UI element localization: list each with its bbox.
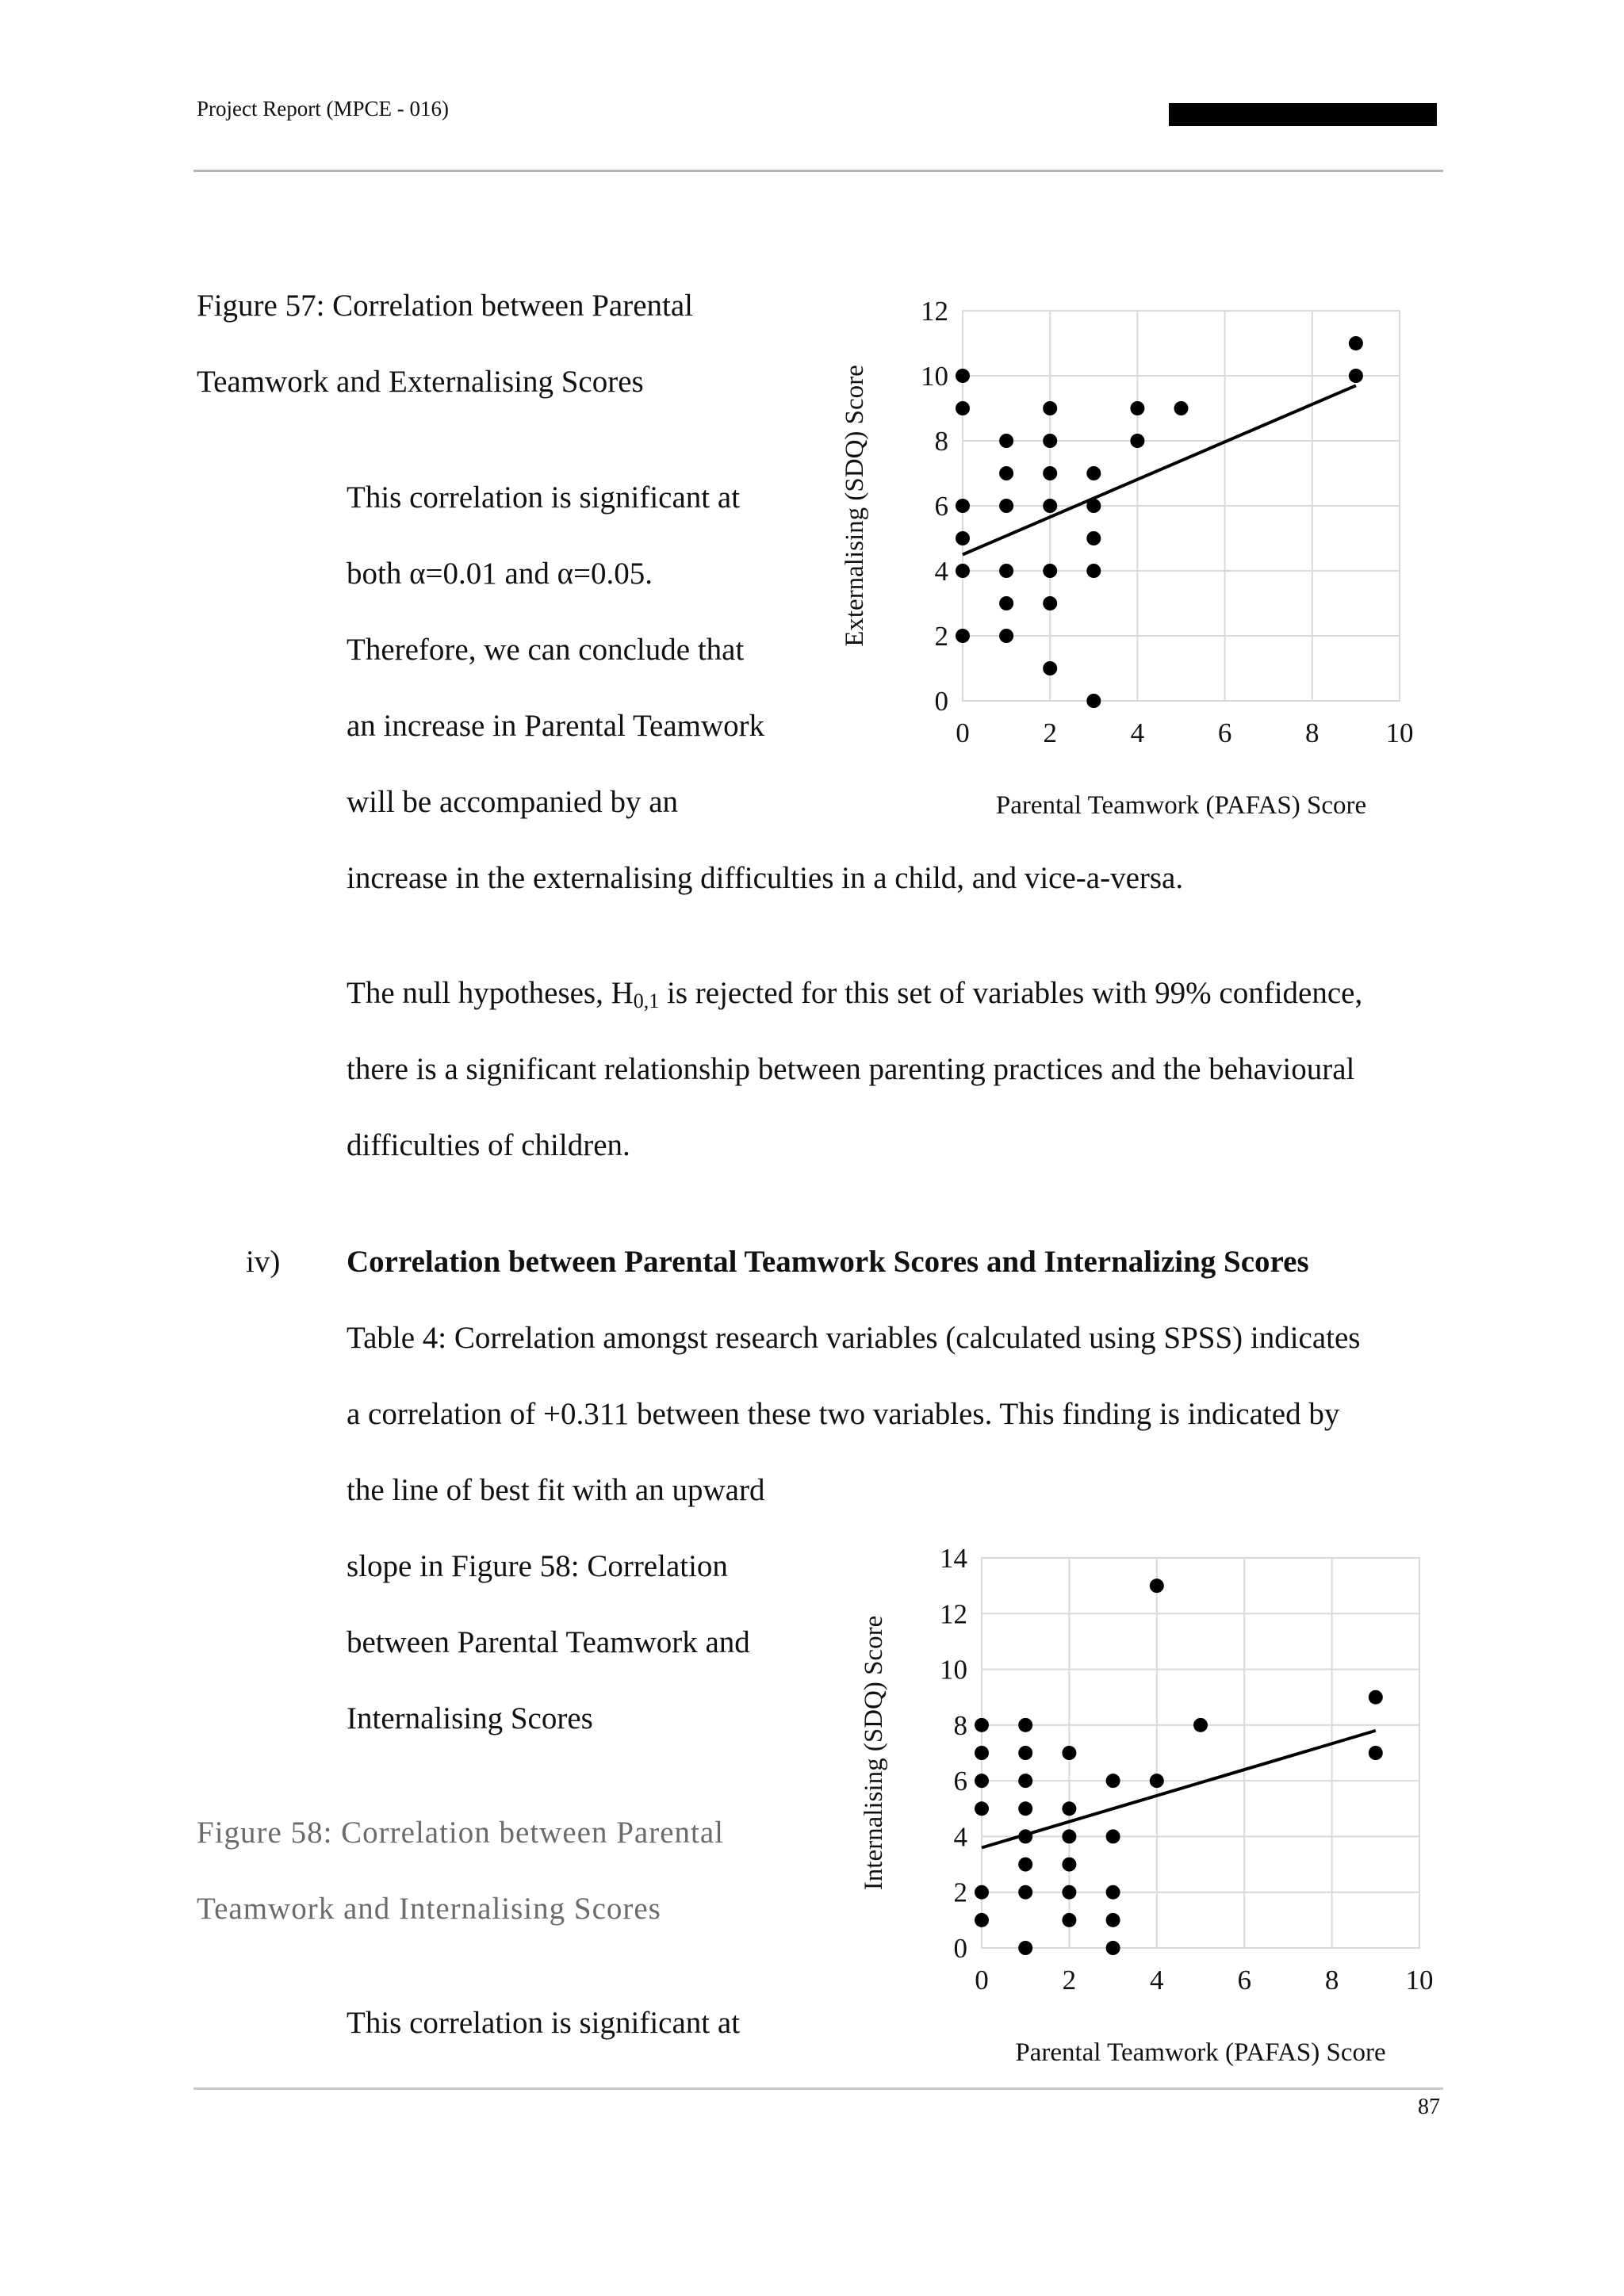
hypothesis-subscript: 0,1 — [633, 989, 660, 1012]
redaction-bar — [1169, 103, 1437, 126]
section-line: slope in Figure 58: Correlation — [347, 1549, 728, 1583]
chart0-data-point — [999, 596, 1013, 610]
figure57-chart — [825, 285, 1459, 840]
para2-line3: difficulties of children. — [347, 1128, 630, 1162]
figure58-caption-line2: Teamwork and Internalising Scores — [197, 1892, 661, 1926]
chart0-data-point — [999, 564, 1013, 578]
chart0-y-axis-title: Externalising (SDQ) Score — [841, 365, 869, 647]
chart1-x-tick-label: 4 — [1150, 1965, 1164, 1996]
chart1-x-tick-label: 0 — [975, 1965, 989, 1996]
chart0-x-tick-label: 2 — [1043, 718, 1057, 748]
chart1-x-axis-title: Parental Teamwork (PAFAS) Score — [1015, 2038, 1386, 2067]
chart0-data-point — [999, 629, 1013, 643]
chart0-data-point — [1043, 434, 1057, 448]
chart1-y-axis-title: Internalising (SDQ) Score — [860, 1615, 888, 1891]
chart0-y-tick-label: 10 — [921, 361, 948, 392]
chart0-data-point — [1086, 564, 1101, 578]
chart1-data-point — [975, 1885, 989, 1900]
chart1-data-point — [1106, 1774, 1120, 1788]
chart1-data-point — [1018, 1774, 1032, 1788]
chart0-x-tick-label: 8 — [1305, 718, 1320, 748]
chart1-data-point — [1062, 1801, 1076, 1816]
chart0-data-point — [1086, 694, 1101, 708]
chart1-data-point — [975, 1774, 989, 1788]
chart1-y-tick-label: 8 — [953, 1709, 967, 1741]
chart0-data-point — [1130, 434, 1144, 448]
chart0-x-tick-label: 4 — [1130, 718, 1145, 748]
chart1-data-point — [1150, 1578, 1164, 1593]
chart1-data-point — [1018, 1885, 1032, 1900]
chart0-x-tick-label: 0 — [956, 718, 970, 748]
chart0-y-tick-label: 12 — [921, 296, 948, 327]
chart1-x-tick-label: 8 — [1324, 1965, 1339, 1996]
chart1-data-point — [1150, 1774, 1164, 1788]
chart1-x-tick-label: 2 — [1062, 1965, 1077, 1996]
figure58-chart — [841, 1534, 1475, 2081]
chart0-data-point — [1086, 499, 1101, 513]
chart1-data-point — [975, 1913, 989, 1927]
chart0-data-point — [1086, 466, 1101, 480]
chart1-data-point — [1106, 1941, 1120, 1955]
para2-line1-pre: The null hypotheses, H — [347, 976, 634, 1010]
chart1-data-point — [975, 1718, 989, 1732]
section-heading: Correlation between Parental Teamwork Scores and Internalizing Scores — [347, 1245, 1309, 1279]
chart1-data-point — [1062, 1829, 1076, 1843]
para1-line: Therefore, we can conclude that — [347, 633, 745, 667]
para1-line: This correlation is significant at — [347, 480, 741, 515]
chart0-data-point — [1086, 531, 1101, 545]
chart0-data-point — [999, 466, 1013, 480]
chart1-data-point — [1106, 1829, 1120, 1843]
chart1-data-point — [975, 1801, 989, 1816]
chart0-x-axis-title: Parental Teamwork (PAFAS) Score — [995, 791, 1367, 820]
para1-line: both α=0.01 and α=0.05. — [347, 557, 653, 591]
footer-divider — [193, 2087, 1443, 2090]
chart0-y-tick-label: 4 — [934, 556, 948, 587]
page-number: 87 — [1418, 2095, 1440, 2119]
chart0-data-point — [999, 434, 1013, 448]
para1-line: an increase in Parental Teamwork — [347, 709, 765, 743]
chart1-plot-area — [982, 1558, 1419, 1948]
figure57-chart-svg — [825, 285, 1459, 840]
chart0-data-point — [1043, 466, 1057, 480]
para3-line1: This correlation is significant at — [347, 2006, 741, 2040]
chart0-data-point — [1043, 564, 1057, 578]
chart0-data-point — [1130, 401, 1144, 415]
chart1-data-point — [1018, 1829, 1032, 1843]
chart1-y-tick-label: 4 — [953, 1821, 967, 1853]
chart1-data-point — [1062, 1746, 1076, 1760]
chart0-data-point — [956, 564, 970, 578]
chart1-data-point — [1062, 1858, 1076, 1872]
section-number: iv) — [246, 1245, 281, 1279]
chart1-data-point — [1018, 1718, 1032, 1732]
chart1-data-point — [1018, 1941, 1032, 1955]
chart1-data-point — [1018, 1858, 1032, 1872]
chart1-y-tick-label: 6 — [953, 1766, 967, 1797]
para2-line1-post: is rejected for this set of variables with 99% confidence, — [659, 976, 1363, 1010]
chart0-data-point — [1349, 369, 1363, 383]
para2-line2: there is a significant relationship between parenting practices and the behavioural — [347, 1052, 1355, 1086]
para2-line1 — [347, 974, 1362, 1012]
figure58-chart-svg — [841, 1534, 1475, 2081]
chart0-data-point — [956, 369, 970, 383]
section-line: the line of best fit with an upward — [347, 1473, 765, 1507]
chart1-y-tick-label: 14 — [940, 1543, 967, 1574]
chart1-data-point — [1062, 1885, 1076, 1900]
para1-line: will be accompanied by an — [347, 785, 679, 819]
chart1-data-point — [1106, 1885, 1120, 1900]
chart0-data-point — [956, 531, 970, 545]
chart0-data-point — [956, 401, 970, 415]
figure57-caption-line2: Teamwork and Externalising Scores — [197, 365, 644, 399]
chart0-x-tick-label: 6 — [1217, 718, 1232, 748]
chart1-data-point — [975, 1746, 989, 1760]
figure57-caption-line1: Figure 57: Correlation between Parental — [197, 289, 693, 323]
chart1-y-tick-label: 10 — [940, 1654, 967, 1686]
chart1-y-tick-label: 0 — [953, 1933, 967, 1964]
chart1-x-tick-label: 10 — [1405, 1965, 1434, 1996]
chart0-data-point — [999, 499, 1013, 513]
chart0-data-point — [1174, 401, 1189, 415]
chart0-data-point — [956, 629, 970, 643]
chart1-y-tick-label: 2 — [953, 1877, 967, 1908]
chart1-y-tick-label: 12 — [940, 1598, 967, 1630]
chart0-x-tick-label: 10 — [1385, 718, 1414, 748]
para1-line: increase in the externalising difficulties in a child, and vice-a-versa. — [347, 861, 1184, 895]
chart1-data-point — [1062, 1913, 1076, 1927]
chart0-data-point — [1043, 401, 1057, 415]
chart0-y-tick-label: 6 — [934, 491, 948, 522]
section-line: Internalising Scores — [347, 1701, 593, 1735]
section-line: Table 4: Correlation amongst research variables (calculated using SPSS) indicates — [347, 1321, 1361, 1355]
chart0-y-tick-label: 2 — [934, 621, 948, 652]
chart0-data-point — [1349, 336, 1363, 350]
chart0-data-point — [956, 499, 970, 513]
chart1-data-point — [1369, 1690, 1383, 1705]
chart1-data-point — [1018, 1746, 1032, 1760]
section-line: between Parental Teamwork and — [347, 1625, 750, 1659]
chart1-data-point — [1369, 1746, 1383, 1760]
chart0-data-point — [1043, 499, 1057, 513]
chart0-y-tick-label: 8 — [934, 426, 948, 457]
chart1-x-tick-label: 6 — [1237, 1965, 1251, 1996]
chart0-data-point — [1043, 661, 1057, 675]
chart1-data-point — [1018, 1801, 1032, 1816]
section-line: a correlation of +0.311 between these two variables. This finding is indicated by — [347, 1397, 1340, 1431]
header-divider — [193, 170, 1443, 172]
figure58-caption-line1: Figure 58: Correlation between Parental — [197, 1816, 724, 1850]
chart1-data-point — [1193, 1718, 1208, 1732]
chart0-y-tick-label: 0 — [934, 686, 948, 717]
report-header-title: Project Report (MPCE - 016) — [197, 97, 449, 121]
chart1-data-point — [1106, 1913, 1120, 1927]
chart0-data-point — [1043, 596, 1057, 610]
